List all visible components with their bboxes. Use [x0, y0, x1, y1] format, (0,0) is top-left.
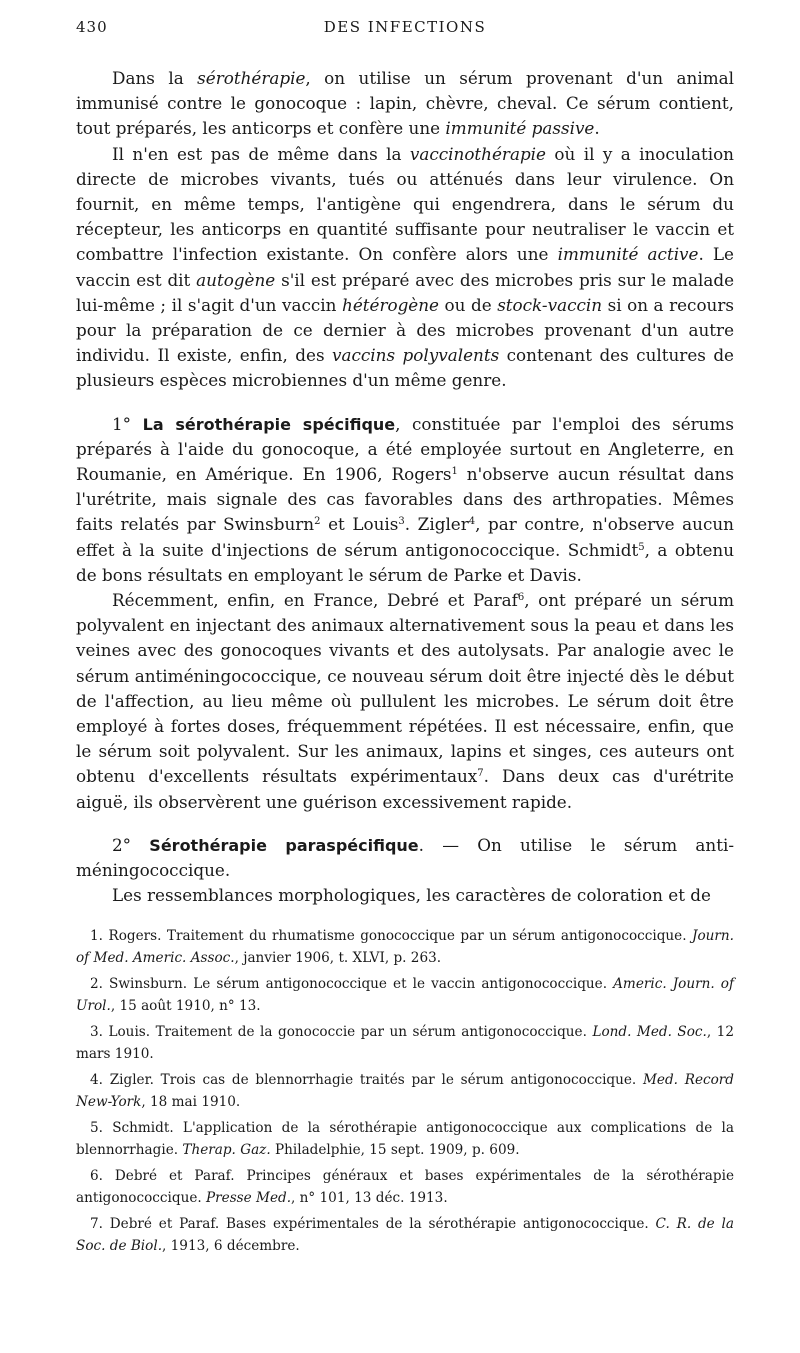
footnote-ref: 7	[477, 768, 484, 780]
footnote-ref: 1	[451, 466, 458, 478]
text-run: , 18 mai 1910.	[141, 1093, 241, 1110]
footnote	[76, 925, 734, 969]
paragraph-ressemblances	[76, 883, 734, 908]
emphasis: immunité passive	[445, 118, 595, 139]
text-run: , 12 mars 1910.	[76, 1023, 734, 1062]
emphasis: Therap. Gaz.	[182, 1141, 271, 1158]
text-run: n'observe aucun résultat dans l'urétrite, mais signale des cas favorables dans des arthropaties. Mêmes faits relatés par Swinsburn	[76, 464, 734, 535]
text-run: . — On utilise le sérum anti-méningococcique.	[76, 834, 735, 881]
emphasis: hétérogène	[342, 294, 439, 315]
text-run: , n° 101, 13 déc. 1913.	[291, 1189, 448, 1206]
footnotes	[76, 925, 734, 1257]
emphasis: autogène	[196, 269, 276, 290]
footnote-ref: 2	[314, 516, 321, 528]
text-run: 2. Swinsburn. Le sérum antigonococcique et le vaccin antigonococcique.	[90, 975, 614, 992]
footnote-ref: 6	[517, 592, 525, 604]
paragraph-serotherapie	[76, 66, 734, 142]
paragraph-serotherapie-paraspecifique	[76, 833, 734, 883]
text-run: , constituée par l'emploi des sérums préparés à l'aide du gonocoque, a été employée surtout en Angleterre, en Roumanie, en Amérique. En 1906, Rogers	[76, 413, 735, 485]
text-run: Récemment, enfin, en France, Debré et Paraf	[112, 590, 518, 611]
emphasis: stock-vaccin	[497, 294, 603, 315]
footnote	[76, 973, 734, 1017]
text-run: , 1913, 6 décembre.	[162, 1237, 300, 1254]
text-run: 6. Debré et Paraf. Principes généraux et bases expérimentales de la sérothérapie antigonococcique.	[76, 1167, 734, 1206]
text-run: , ont préparé un sérum polyvalent en injectant des animaux alternativement sous la peau et dans les veines avec des gonocoques vivants et des autolysats. Par analogie avec le sérum antiméningococcique, ce nouveau sérum doit être injecté dès le début de l'affection, au lieu même où pullulent les microbes. Le sérum doit être employé à fortes doses, fréquemment répétées. Il est nécessaire, enfin, que le sérum soit polyvalent. Sur les animaux, lapins et singes, ces auteurs ont obtenu d'excellents résultats expérimentaux	[76, 590, 734, 787]
text-run: . Le vaccin est dit	[76, 244, 734, 290]
emphasis: Americ. Journ. of Urol.	[76, 975, 734, 1014]
text-run: si on a recours pour la préparation de ce dernier à des microbes provenant d'un autre individu. Il existe, enfin, des	[76, 294, 734, 366]
emphasis: Presse Med.	[206, 1189, 292, 1206]
text-run: 7. Debré et Paraf. Bases expérimentales de la sérothérapie antigonococcique.	[90, 1215, 656, 1232]
text-run: et Louis	[320, 514, 399, 535]
text-run: , a obtenu de bons résultats en employant le sérum de Parke et Davis.	[76, 539, 734, 585]
text-run: Dans la	[112, 68, 198, 88]
text-run: Il n'en est pas de même dans la	[112, 143, 410, 164]
footnote-ref: 4	[468, 516, 476, 528]
text-run: contenant des cultures de plusieurs espèces microbiennes d'un même genre.	[76, 345, 734, 391]
text-run: ou de	[438, 294, 498, 315]
text-run: où il y a inoculation directe de microbes vivants, tués ou atténués dans leur virulence. On fournit, en même temps, l'antigène qui engendrera, dans le sérum du récepteur, les anticorps en quantité suffisante pour neutraliser le vaccin et combattre l'infection existante. On confère alors une	[76, 143, 734, 265]
text-run: Philadelphie, 15 sept. 1909, p. 609.	[270, 1141, 520, 1158]
text-run: 1. Rogers. Traitement du rhumatisme gonococcique par un sérum antigonococcique.	[90, 927, 693, 944]
footnote-ref: 3	[398, 516, 405, 528]
text-run: , par contre, n'observe aucun effet à la suite d'injections de sérum antigonococcique. Schmidt	[76, 514, 734, 560]
footnote	[76, 1213, 734, 1257]
emphasis: vaccinothérapie	[409, 143, 546, 164]
body-text	[76, 66, 734, 909]
running-title: DES INFECTIONS	[323, 18, 487, 36]
text-run: . Zigler	[404, 514, 469, 535]
text-run: , janvier 1906, t. XLVI, p. 263.	[234, 949, 442, 966]
text-run: 5. Schmidt. L'application de la sérothérapie antigonococcique aux complications de la blennorrhagie.	[76, 1119, 734, 1158]
text-run: , on utilise un sérum provenant d'un animal immunisé contre le gonocoque : lapin, chèvre, cheval. Ce sérum contient, tout préparés, les anticorps et confère une	[76, 68, 735, 139]
paragraph-debre-paraf	[76, 588, 734, 815]
text-run: .	[594, 118, 600, 139]
paragraph-serotherapie-specifique	[76, 412, 734, 588]
paragraph-vaccinotherapie	[76, 142, 734, 394]
text-run: 4. Zigler. Trois cas de blennorrhagie traités par le sérum antigonococcique.	[90, 1071, 643, 1088]
emphasis: vaccins polyvalents	[332, 345, 500, 366]
text-run: . Dans deux cas d'urétrite aiguë, ils observèrent une guérison excessivement rapide.	[76, 766, 734, 812]
text-run: 2°	[112, 834, 150, 855]
text-run: s'il est préparé avec des microbes pris sur le malade lui-même ; il s'agit d'un vaccin	[76, 269, 734, 315]
text-run: 3. Louis. Traitement de la gonococcie par un sérum antigonococcique.	[90, 1023, 593, 1040]
emphasis: Journ. of Med. Americ. Assoc.	[76, 927, 734, 966]
emphasis: C. R. de la Soc. de Biol.	[76, 1215, 734, 1254]
page-number: 430	[76, 18, 108, 36]
text-run: , 15 août 1910, n° 13.	[110, 997, 261, 1014]
running-header	[76, 0, 734, 58]
section-lead: La sérothérapie spécifique	[142, 414, 396, 434]
text-run: 1°	[112, 413, 143, 434]
section-lead: Sérothérapie paraspécifique	[149, 835, 419, 855]
footnote	[76, 1117, 734, 1161]
emphasis: sérothérapie	[197, 68, 306, 88]
emphasis: Med. Record New-York	[76, 1071, 734, 1110]
footnote	[76, 1021, 734, 1065]
footnote	[76, 1069, 734, 1113]
text-run: Les ressemblances morphologiques, les caractères de coloration et de	[112, 885, 711, 906]
emphasis: Lond. Med. Soc.	[592, 1023, 707, 1040]
footnote	[76, 1165, 734, 1209]
footnote-ref: 5	[638, 541, 645, 553]
emphasis: immunité active	[557, 244, 699, 265]
